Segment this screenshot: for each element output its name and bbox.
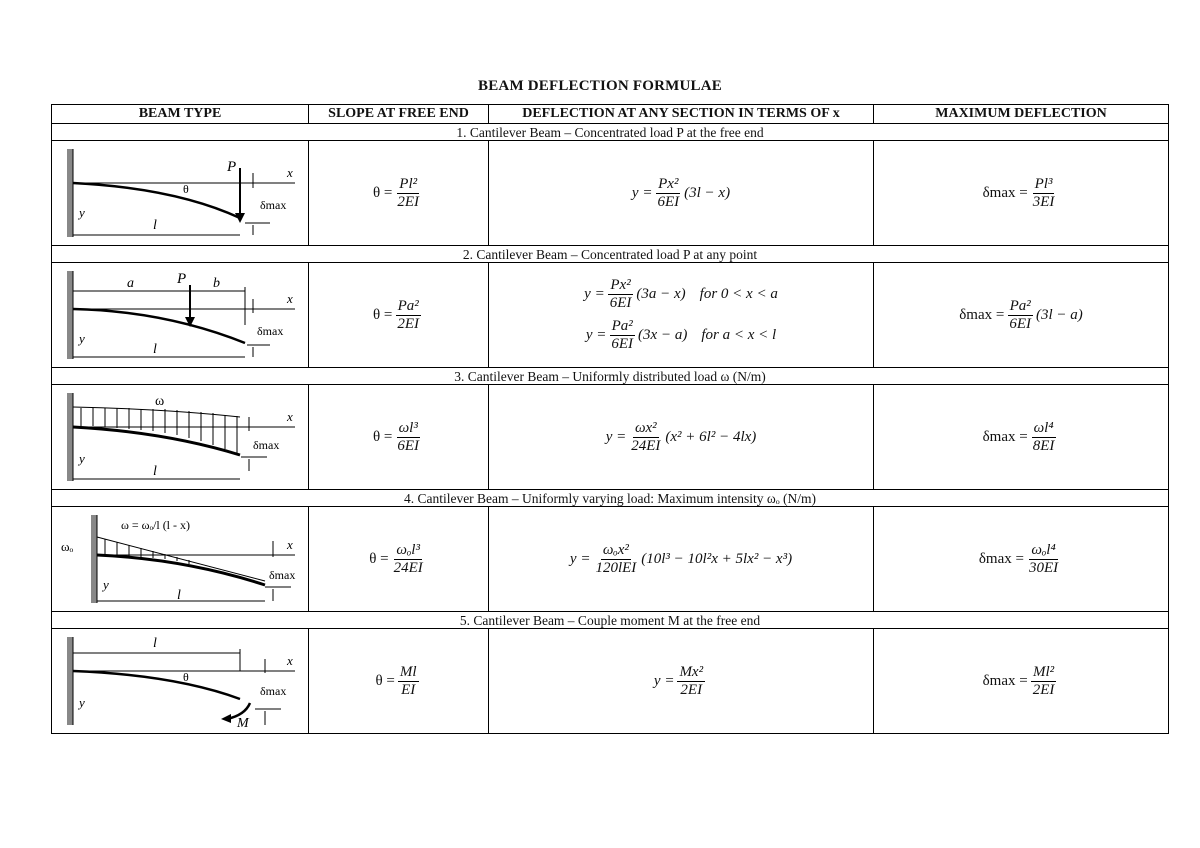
svg-text:P: P — [227, 159, 237, 175]
svg-text:x: x — [287, 653, 293, 668]
case-row — [52, 385, 1169, 490]
slope-cell: θ = $\frac{\text{Pa²}}{2EI}$ — [309, 263, 489, 368]
cantilever-point-load-end-diagram — [55, 143, 305, 243]
cantilever-uvl-diagram — [55, 509, 305, 609]
max-deflection-cell: δmax = $\frac{\text{ωₒl⁴}}{30EI}$ — [874, 507, 1169, 612]
beam-diagram — [52, 263, 309, 368]
cantilever-moment-diagram — [55, 631, 305, 731]
deflection-cell: y = $\frac{\text{Mx²}}{2EI}$ — [489, 629, 874, 734]
svg-text:y: y — [103, 577, 109, 592]
cantilever-udl-diagram — [55, 387, 305, 487]
svg-text:l: l — [177, 588, 181, 603]
beam-diagram — [52, 507, 309, 612]
svg-text:y: y — [79, 695, 85, 710]
case-caption-row — [52, 124, 1169, 141]
case-caption-row — [52, 246, 1169, 263]
deflection-cell: y = $\frac{\text{Px²}}{6EI}$ (3a − x) for 0 < x < a y = $\frac{\text{Pa²}}{6EI}$ (3x − a) for a < x < l — [489, 263, 874, 368]
case-row — [52, 263, 1169, 368]
case-caption: 1. Cantilever Beam – Concentrated load P at the free end — [52, 124, 1169, 141]
svg-text:θ: θ — [183, 182, 189, 196]
beam-diagram — [52, 141, 309, 246]
svg-text:l: l — [153, 342, 157, 357]
case-caption: 2. Cantilever Beam – Concentrated load P at any point — [52, 246, 1169, 263]
svg-text:ω: ω — [155, 394, 165, 409]
case-row — [52, 507, 1169, 612]
svg-text:l: l — [153, 218, 157, 233]
cantilever-point-load-any-diagram — [55, 265, 305, 365]
case-caption-row — [52, 490, 1169, 507]
svg-text:ωₒ: ωₒ — [61, 539, 74, 554]
svg-text:P: P — [177, 271, 187, 287]
svg-text:θ: θ — [183, 670, 189, 684]
svg-text:l: l — [153, 636, 157, 651]
svg-text:y: y — [79, 331, 85, 346]
max-deflection-cell: δmax = $\frac{\text{Pa²}}{6EI}$ (3l − a) — [874, 263, 1169, 368]
svg-text:δmax: δmax — [253, 438, 280, 452]
svg-text:δmax: δmax — [260, 198, 287, 212]
header-max-deflection: MAXIMUM DEFLECTION — [874, 105, 1169, 124]
svg-text:a: a — [127, 276, 134, 291]
beam-deflection-table — [51, 104, 1169, 734]
case-caption: 5. Cantilever Beam – Couple moment M at the free end — [52, 612, 1169, 629]
slope-cell: θ = $\frac{\text{ωₒl³}}{24EI}$ — [309, 507, 489, 612]
page-title: BEAM DEFLECTION FORMULAE — [478, 78, 722, 94]
header-deflection: DEFLECTION AT ANY SECTION IN TERMS OF x — [489, 105, 874, 124]
svg-text:y: y — [79, 451, 85, 466]
case-caption-row — [52, 612, 1169, 629]
case-caption: 3. Cantilever Beam – Uniformly distributed load ω (N/m) — [52, 368, 1169, 385]
header-slope: SLOPE AT FREE END — [309, 105, 489, 124]
svg-text:δmax: δmax — [257, 324, 284, 338]
beam-diagram — [52, 385, 309, 490]
beam-diagram — [52, 629, 309, 734]
header-beam-type: BEAM TYPE — [52, 105, 309, 124]
svg-text:δmax: δmax — [269, 568, 296, 582]
svg-text:x: x — [287, 409, 293, 424]
deflection-cell: y = $\frac{\text{ωx²}}{24EI}$ (x² + 6l² − 4lx) — [489, 385, 874, 490]
svg-text:x: x — [287, 291, 293, 306]
svg-text:ω = ωₒ/l (l - x): ω = ωₒ/l (l - x) — [121, 518, 191, 532]
deflection-cell: y = $\frac{\text{Px²}}{6EI}$ (3l − x) — [489, 141, 874, 246]
svg-text:y: y — [79, 205, 85, 220]
case-row — [52, 629, 1169, 734]
slope-cell: θ = $\frac{\text{ωl³}}{6EI}$ — [309, 385, 489, 490]
max-deflection-cell: δmax = $\frac{\text{Ml²}}{2EI}$ — [874, 629, 1169, 734]
svg-text:b: b — [213, 276, 220, 291]
svg-text:x: x — [287, 165, 293, 180]
case-caption: 4. Cantilever Beam – Uniformly varying load: Maximum intensity ωₒ (N/m) — [52, 490, 1169, 507]
svg-text:δmax: δmax — [260, 684, 287, 698]
svg-text:x: x — [287, 537, 293, 552]
max-deflection-cell: δmax = $\frac{\text{ωl⁴}}{8EI}$ — [874, 385, 1169, 490]
slope-cell: θ = $\frac{Ml}{EI}$ — [309, 629, 489, 734]
table-header-row — [52, 105, 1169, 124]
slope-cell: θ = $\frac{\text{Pl²}}{2EI}$ — [309, 141, 489, 246]
max-deflection-cell: δmax = $\frac{\text{Pl³}}{3EI}$ — [874, 141, 1169, 246]
deflection-cell: y = $\frac{\text{ωₒx²}}{\text{120lEI}}$ (10l³ − 10l²x + 5lx² − x³) — [489, 507, 874, 612]
svg-text:l: l — [153, 464, 157, 479]
svg-text:M: M — [237, 716, 249, 731]
case-caption-row — [52, 368, 1169, 385]
case-row — [52, 141, 1169, 246]
